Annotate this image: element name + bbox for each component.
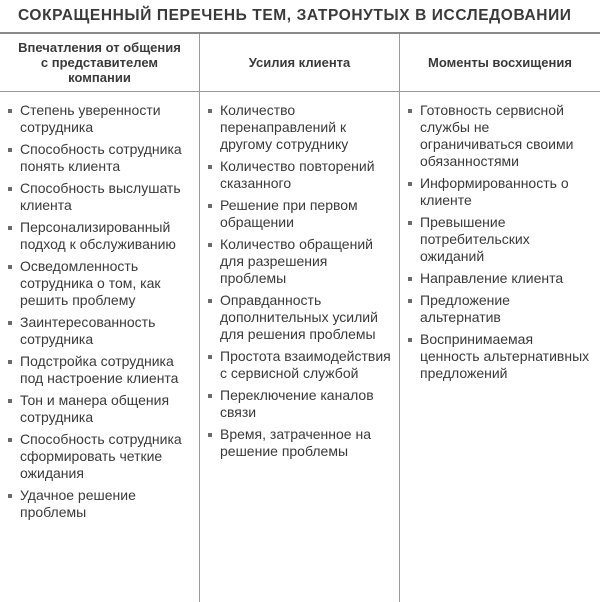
list-item: [208, 426, 393, 460]
list-item-text: Превышение потребительских ожиданий: [420, 214, 530, 264]
list-item: [8, 314, 193, 348]
list-item-text: Количество повторений сказанного: [220, 158, 375, 191]
bullet-icon: [208, 204, 212, 208]
column-customer-effort: [200, 34, 400, 602]
list-item-text: Осведомленность сотрудника о том, как решить проблему: [20, 258, 161, 308]
bullet-icon: [408, 109, 412, 113]
list-item-text: Переключение каналов связи: [220, 387, 374, 420]
list-item-text: Простота взаимодействия с сервисной службой: [220, 348, 391, 381]
topic-list: [0, 92, 199, 521]
bullet-icon: [408, 338, 412, 342]
list-item: [408, 331, 594, 382]
column-communication: [0, 34, 200, 602]
list-item: [8, 102, 193, 136]
list-item: [8, 392, 193, 426]
bullet-icon: [408, 277, 412, 281]
list-item-text: Оправданность дополнительных усилий для решения проблемы: [220, 292, 378, 342]
list-item-text: Персонализированный подход к обслуживанию: [20, 219, 176, 252]
bullet-icon: [8, 438, 12, 442]
column-header: [0, 34, 199, 92]
list-item: [408, 102, 594, 170]
list-item-text: Тон и манера общения сотрудника: [20, 392, 170, 425]
list-item: [208, 236, 393, 287]
column-header-line: Усилия клиента: [248, 55, 351, 70]
column-header: [400, 34, 600, 92]
bullet-icon: [8, 321, 12, 325]
list-item: [208, 102, 393, 153]
topic-list: [400, 92, 600, 382]
list-item-text: Направление клиента: [420, 270, 564, 286]
list-item-text: Подстройка сотрудника под настроение клиента: [20, 353, 179, 386]
list-item-text: Заинтересованность сотрудника: [20, 314, 156, 347]
title-bar: [0, 0, 600, 34]
column-header: [200, 34, 399, 92]
list-item-text: Информированность о клиенте: [420, 175, 569, 208]
list-item: [408, 270, 594, 287]
bullet-icon: [208, 433, 212, 437]
list-item: [208, 348, 393, 382]
column-header-line: Моменты восхищения: [428, 55, 572, 70]
list-item: [8, 431, 193, 482]
list-item-text: Степень уверенности сотрудника: [20, 102, 161, 135]
list-item: [8, 141, 193, 175]
bullet-icon: [8, 148, 12, 152]
bullet-icon: [408, 182, 412, 186]
list-item-text: Предложение альтернатив: [420, 292, 510, 325]
list-item-text: Решение при первом обращении: [220, 197, 358, 230]
list-item: [208, 387, 393, 421]
list-item-text: Воспринимаемая ценность альтернативных предложений: [420, 331, 590, 381]
bullet-icon: [408, 221, 412, 225]
column-header-line: компании: [68, 70, 131, 85]
list-item: [208, 197, 393, 231]
page-title: СОКРАЩЕННЫЙ ПЕРЕЧЕНЬ ТЕМ, ЗАТРОНУТЫХ В ИССЛЕДОВАНИИ: [18, 7, 572, 24]
topics-table: [0, 34, 600, 602]
bullet-icon: [208, 243, 212, 247]
bullet-icon: [8, 265, 12, 269]
list-item-text: Способность выслушать клиента: [20, 180, 181, 213]
bullet-icon: [8, 494, 12, 498]
list-item-text: Время, затраченное на решение проблемы: [220, 426, 371, 459]
bullet-icon: [408, 299, 412, 303]
list-item: [408, 214, 594, 265]
list-item-text: Количество перенаправлений к другому сотруднику: [220, 102, 349, 152]
list-item-text: Способность сотрудника понять клиента: [20, 141, 182, 174]
bullet-icon: [208, 299, 212, 303]
bullet-icon: [208, 109, 212, 113]
bullet-icon: [208, 394, 212, 398]
list-item-text: Удачное решение проблемы: [20, 487, 136, 520]
bullet-icon: [208, 355, 212, 359]
bullet-icon: [8, 399, 12, 403]
list-item: [408, 292, 594, 326]
list-item: [8, 487, 193, 521]
list-item: [8, 180, 193, 214]
bullet-icon: [8, 360, 12, 364]
list-item: [8, 219, 193, 253]
list-item: [8, 353, 193, 387]
bullet-icon: [8, 109, 12, 113]
column-header-line: Впечатления от общения: [18, 40, 181, 55]
column-header-line: с представителем: [40, 55, 159, 70]
bullet-icon: [208, 165, 212, 169]
list-item: [208, 292, 393, 343]
list-item-text: Готовность сервисной службы не ограничиваться своими обязанностями: [420, 102, 574, 169]
bullet-icon: [8, 226, 12, 230]
column-delight-moments: [400, 34, 600, 602]
bullet-icon: [8, 187, 12, 191]
list-item-text: Способность сотрудника сформировать четкие ожидания: [20, 431, 182, 481]
list-item-text: Количество обращений для разрешения проблемы: [220, 236, 373, 286]
list-item: [408, 175, 594, 209]
list-item: [8, 258, 193, 309]
list-item: [208, 158, 393, 192]
topic-list: [200, 92, 399, 460]
